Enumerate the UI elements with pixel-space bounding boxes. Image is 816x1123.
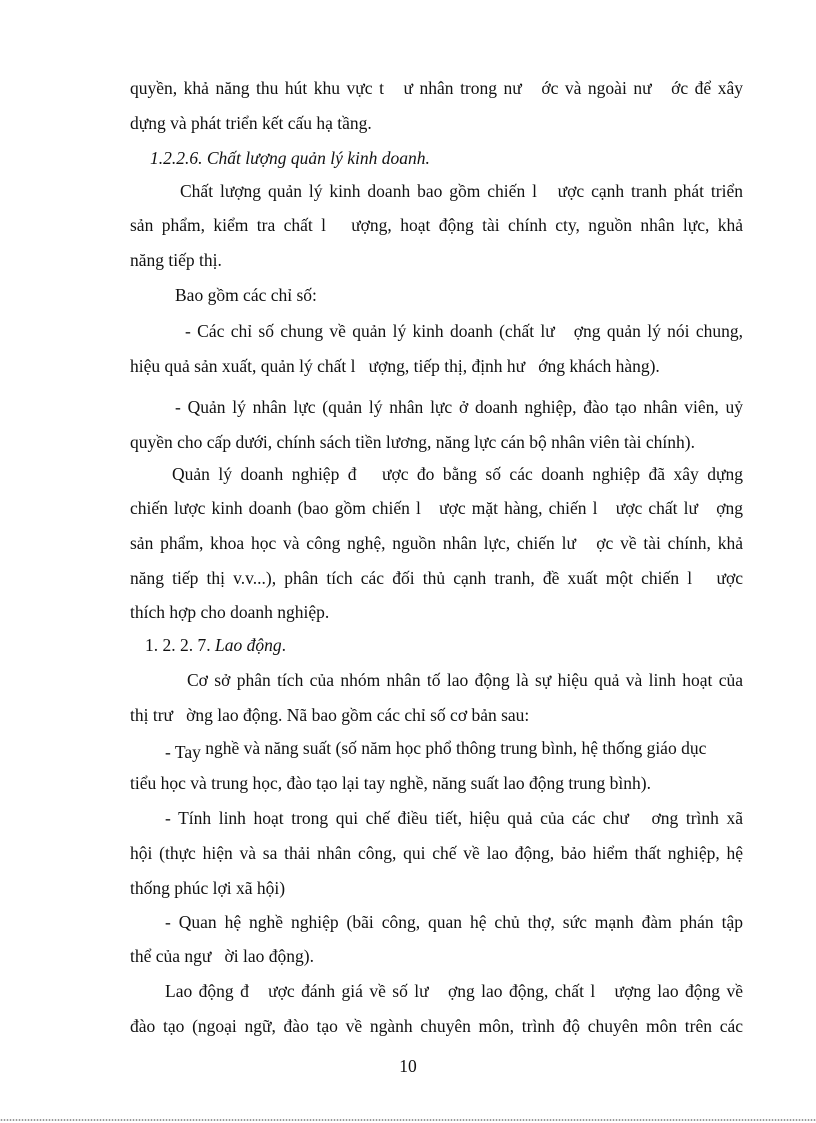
heading-title: Lao động [215, 635, 282, 655]
text-line: sản phẩm, khoa học và công nghệ, nguồn nhân lực, chiến lư ợc về tài chính, khả [130, 533, 743, 553]
text-line: Quản lý doanh nghiệp đ ược đo bằng số các doanh nghiệp đã xây dựng [172, 464, 743, 484]
text-line: Bao gồm các chỉ số: [175, 285, 317, 305]
text-line: đào tạo (ngoại ngữ, đào tạo về ngành chuyên môn, trình độ chuyên môn trên các [130, 1016, 743, 1036]
list-item-line: - Quản lý nhân lực (quản lý nhân lực ở doanh nghiệp, đào tạo nhân viên, uỷ [175, 397, 743, 417]
text-line: năng tiếp thị. [130, 250, 222, 270]
text-line: tiểu học và trung học, đào tạo lại tay nghề, năng suất lao động trung bình). [130, 773, 651, 793]
text-line: hội (thực hiện và sa thải nhân công, qui chế về lao động, bảo hiểm thất nghiệp, hệ [130, 843, 743, 863]
text-line: chiến lược kinh doanh (bao gồm chiến l ược mặt hàng, chiến l ược chất lư ợng [130, 498, 743, 518]
text-line: thị trư ờng lao động. Nã bao gồm các chỉ số cơ bản sau: [130, 705, 530, 725]
text-fragment: nghề và năng suất (số năm học phổ thông trung bình, hệ thống giáo dục [200, 738, 707, 758]
section-heading-1-2-2-7 [145, 633, 286, 657]
text-line: Chất lượng quản lý kinh doanh bao gồm chiến l ược cạnh tranh phát triển [180, 181, 743, 201]
text-line: thích hợp cho doanh nghiệp. [130, 602, 330, 622]
text-line: quyền cho cấp dưới, chính sách tiền lương, năng lực cán bộ nhân viên tài chính). [130, 432, 695, 452]
heading-period: . [281, 635, 286, 655]
text-line: Cơ sở phân tích của nhóm nhân tố lao động là sự hiệu quả và linh hoạt của [187, 670, 743, 690]
text-fragment: - Tay [165, 742, 201, 762]
text-line: thống phúc lợi xã hội) [130, 878, 286, 898]
text-line: thể của ngư ời lao động). [130, 946, 314, 966]
page-border-dots [0, 1119, 816, 1121]
page-number: 10 [399, 1056, 417, 1076]
heading-number: 1. 2. 2. 7. [145, 635, 215, 655]
list-item-line [165, 736, 706, 760]
list-item-line: - Quan hệ nghề nghiệp (bãi công, quan hệ chủ thợ, sức mạnh đàm phán tập [165, 912, 743, 932]
section-heading-1-2-2-6: 1.2.2.6. Chất lượng quản lý kinh doanh. [150, 148, 430, 168]
text-line: quyền, khả năng thu hút khu vực t ư nhân trong nư ớc và ngoài nư ớc để xây [130, 78, 743, 98]
text-line: sản phẩm, kiểm tra chất l ượng, hoạt động tài chính cty, nguồn nhân lực, khả [130, 215, 743, 235]
list-item-line: - Các chỉ số chung về quản lý kinh doanh (chất lư ợng quản lý nói chung, [185, 321, 743, 341]
text-line: Lao động đ ược đánh giá về số lư ợng lao động, chất l ượng lao động về [165, 981, 743, 1001]
text-line: hiệu quả sản xuất, quản lý chất l ượng, tiếp thị, định hư ớng khách hàng). [130, 356, 660, 376]
text-line: dựng và phát triển kết cấu hạ tầng. [130, 113, 372, 133]
text-line: năng tiếp thị v.v...), phân tích các đối thủ cạnh tranh, đề xuất một chiến l ược [130, 568, 743, 588]
list-item-line: - Tính linh hoạt trong qui chế điều tiết, hiệu quả của các chư ơng trình xã [165, 808, 743, 828]
